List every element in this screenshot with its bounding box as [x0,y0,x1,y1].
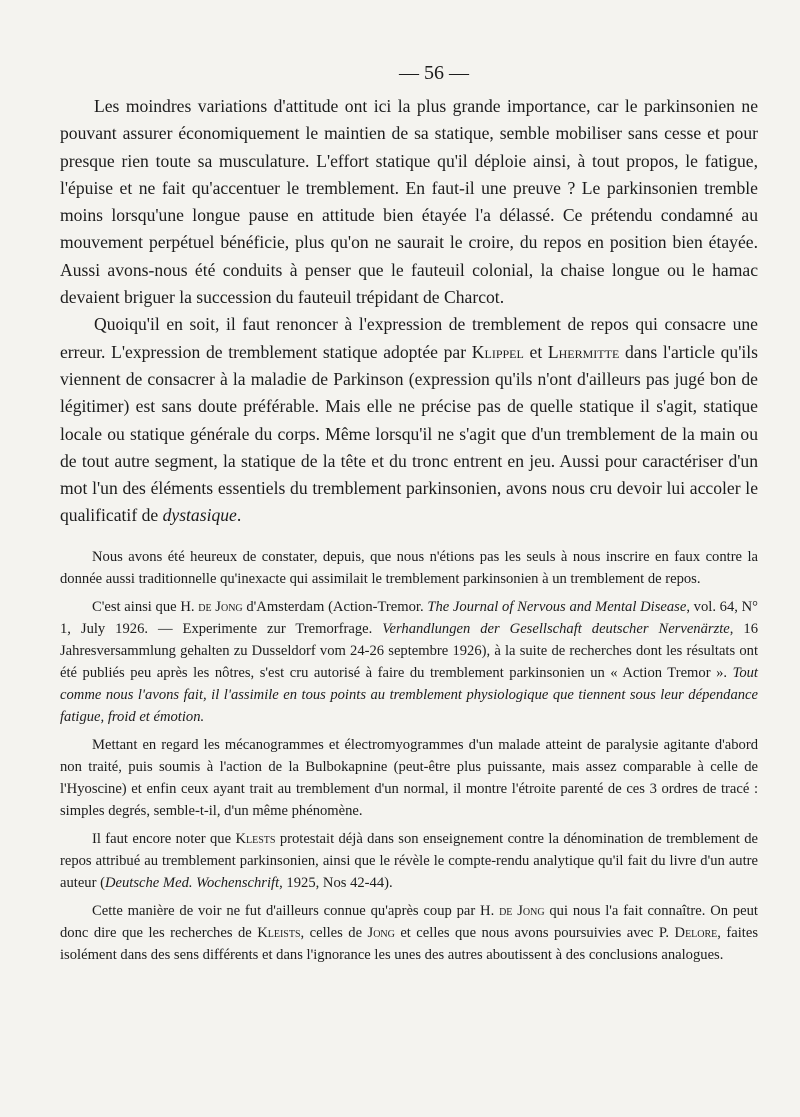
author-de-jong-2: de Jong [499,902,545,919]
footnotes [60,546,758,966]
note-2-quote: Tout comme nous l'avons fait, il l'assimile en tous points au tremblement physiologique que tiennent sous leur dépendance fatigue, froid et émotion. [60,664,758,725]
paragraph-1: Les moindres variations d'attitude ont ici la plus grande importance, car le parkinsonien ne pouvant assurer économiquement le maintien de sa statique, semble mobiliser sans cesse et pour presque rien toute sa musculature. L'effort statique qu'il déploie ainsi, à tout propos, le fatigue, l'épuise et ne fait qu'accentuer le tremblement. En faut-il une preuve ? Le parkinsonien tremble moins lorsqu'une longue pause en attitude bien étayée l'a délassé. Ce prétendu condamné au mouvement perpétuel bénéficie, plus qu'on ne saurait le croire, du repos en position bien étayée. Aussi avons-nous été conduits à penser que le fauteuil colonial, la chaise longue ou le hamac devaient briguer la succession du fauteuil trépidant de Charcot. [60,96,758,308]
journal-title: The Journal of Nervous and Mental Disease [427,598,687,615]
author-klests: Klests [235,830,276,847]
note-3: Mettant en regard les mécanogrammes et électromyogrammes d'un malade atteint de paralysie agitante d'abord non traité, puis soumis à l'action de la Bulbokapnine (peut-être plus puissante, mais assez comparable à celle de l'Hyoscine) et enfin ceux ayant trait au tremblement d'un normal, il montre l'étroite parenté de ces 3 ordres de tracé : simples degrés, semble-t-il, d'un même phénomène. [60,736,758,819]
page-number: — 56 — [399,62,469,84]
author-de-jong: de Jong [198,598,243,615]
author-kleists: Kleists [257,924,301,941]
author-jong: Jong [367,924,395,941]
note-1: Nous avons été heureux de constater, depuis, que nous n'étions pas les seuls à nous inscrire en faux contre la donnée aussi traditionnelle qu'inexacte qui assimilait le tremblement parkinsonien à un tremblement de repos. [60,548,758,587]
verhandlungen-title: Verhandlungen der Gesellschaft deutscher Nervenärzte [382,620,730,637]
note-2: C'est ainsi que H. de Jong d'Amsterdam (Action-Tremor. The Journal of Nervous and Mental Disease, vol. 64, N° 1, July 1926. — Experimente zur Tremorfrage. Verhandlungen der Gesellschaft deutscher Nervenärzte, 16 Jahresversammlung gehalten zu Dusseldorf vom 24-26 septembre 1926), à la suite de recherches dont les résultats ont été publiés peu après les nôtres, s'est cru autorisé à faire du tremblement parkinsonien un « Action Tremor ». Tout comme nous l'avons fait, il l'assimile en tous points au tremblement physiologique que tiennent sous leur dépendance fatigue, froid et émotion. [60,598,759,725]
note-4: Il faut encore noter que Klests protestait déjà dans son enseignement contre la dénomination de tremblement de repos attribué au tremblement parkinsonien, ainsi que le révèle le compte-rendu analytique qu'il fait du livre d'un autre auteur (Deutsche Med. Wochenschrift, 1925, Nos 42-44). [60,830,758,891]
term-dystasique: dystasique [162,505,237,526]
paragraph-2: Quoiqu'il en soit, il faut renoncer à l'expression de tremblement de repos qui consacre une erreur. L'expression de tremblement statique adoptée par Klippel et Lhermitte dans l'article qu'ils viennent de consacrer à la maladie de Parkinson (expression qu'ils n'ont d'ailleurs pas jugé bon de légitimer) est sans doute préférable. Mais elle ne précise pas de quelle statique il s'agit, statique locale ou statique générale du corps. Même lorsqu'il ne s'agit que d'un tremblement de la main ou de tout autre segment, la statique de la tête et du tronc entrent en jeu. Aussi pour caractériser d'un mot l'un des éléments essentiels du tremblement parkinsonien, avons nous cru devoir lui accoler le qualificatif de dystasique. [60,314,758,526]
main-text [60,93,758,530]
author-delore: Delore [674,924,718,941]
note-5: Cette manière de voir ne fut d'ailleurs connue qu'après coup par H. de Jong qui nous l'a fait connaître. On peut donc dire que les recherches de Kleists, celles de Jong et celles que nous avons poursuivies avec P. Delore, faites isolément dans des sens différents et dans l'ignorance les unes des autres aboutissent à des conclusions analogues. [60,902,758,963]
author-klippel: Klippel [471,341,524,362]
author-lhermitte: Lhermitte [547,341,620,362]
journal-dmw: Deutsche Med. Wochenschrift [104,874,280,891]
